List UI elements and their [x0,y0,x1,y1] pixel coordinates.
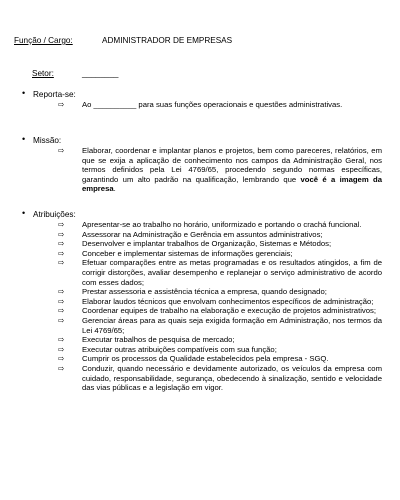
item-text: Elaborar laudos técnicos que envolvam conhecimentos específicos de administração; [82,296,374,306]
bullet-dot-icon: • [22,134,26,144]
arrow-right-icon: ⇨ [58,344,65,354]
arrow-right-icon: ⇨ [58,306,65,316]
item-text: Cumprir os processos da Qualidade estabelecidos pela empresa - SGQ. [82,354,329,364]
job-title-label: Função / Cargo: [14,36,73,45]
arrow-right-icon: ⇨ [58,287,65,297]
item-text: Ao __________ para suas funções operacionais e questões administrativas. [82,100,343,109]
arrow-right-icon: ⇨ [58,315,65,325]
item-text: Efetuar comparações entre as metas programadas e os resultados atingidos, a fim de corrigir distorções, avaliar desempenho e replanejar o serviço administrativo de acordo com esses dados; [82,258,382,287]
item-text: Executar outras atribuições compatíveis com sua função; [82,344,277,354]
list-item [22,306,382,316]
sector-row [32,69,119,78]
arrow-right-icon: ⇨ [58,335,65,345]
list-item [22,364,382,393]
section-title-atribuicoes: Atribuições: [33,210,76,219]
arrow-right-icon: ⇨ [58,363,65,373]
job-title-row [14,36,233,45]
item-text: Desenvolver e implantar trabalhos de Organização, Sistemas e Métodos; [82,239,332,249]
section-header [22,89,382,100]
list-item [22,345,382,355]
list-item [22,249,382,259]
list-item [22,239,382,249]
section-reporta [22,89,382,110]
list-item [22,297,382,307]
item-text: Conceber e implementar sistemas de informações gerenciais; [82,248,293,258]
section-title-reporta: Reporta-se: [33,90,76,99]
arrow-right-icon: ⇨ [58,229,65,239]
item-text: Coordenar equipes de trabalho na elaboração e execução de projetos administrativos; [82,306,377,316]
list-item [22,230,382,240]
bullet-dot-icon: • [22,88,26,98]
mission-emphasis: você é a imagem da empresa [82,174,382,194]
section-missao [22,135,382,194]
arrow-right-icon: ⇨ [58,100,65,109]
arrow-right-icon: ⇨ [58,296,65,306]
item-text: Conduzir, quando necessário e devidamente autorizado, os veículos da empresa com cuidado, responsabilidade, segurança, obedecendo à sinalização, sentido e velocidade das vias públicas e a legislação em vigor. [82,363,382,393]
item-text: Gerenciar áreas para as quais seja exigida formação em Administração, nos termos da Lei 4769/65; [82,315,382,335]
bullet-dot-icon: • [22,208,26,218]
arrow-right-icon: ⇨ [58,220,65,229]
arrow-right-icon: ⇨ [58,146,65,155]
mission-end: . [113,184,116,194]
sector-blank: ________ [82,69,119,78]
arrow-right-icon: ⇨ [58,248,65,258]
list-item [22,354,382,364]
mission-text: Elaborar, coordenar e implantar planos e projetos, bem como pareceres, relatórios, em que se exija a aplicação de conhecimento nos campos da Administração Geral, nos termos definidos pela Lei 4769/65, procedendo segundo normas específicas, garantindo um alto padrão na qualificação, lembrando que [82,146,382,184]
list-item [22,258,382,287]
list-item [22,287,382,297]
arrow-right-icon: ⇨ [58,239,65,249]
section-title-missao: Missão: [33,136,62,145]
section-atribuicoes [22,209,382,393]
item-text: Executar trabalhos de pesquisa de mercado; [82,335,235,345]
list-item [22,316,382,335]
list-item [22,146,382,194]
sector-label: Setor: [32,69,54,78]
section-header [22,209,382,220]
item-text: Prestar assessoria e assistência técnica a empresa, quando designado; [82,287,327,297]
job-title-value: ADMINISTRADOR DE EMPRESAS [102,36,233,45]
arrow-right-icon: ⇨ [58,354,65,364]
section-header [22,135,382,146]
list-item [22,100,382,110]
list-item [22,335,382,345]
list-item [22,220,382,230]
item-text: Assessorar na Administração e Gerência em assuntos administrativos; [82,229,323,239]
item-text: Apresentar-se ao trabalho no horário, uniformizado e portando o crachá funcional. [82,220,362,229]
arrow-right-icon: ⇨ [58,258,65,268]
